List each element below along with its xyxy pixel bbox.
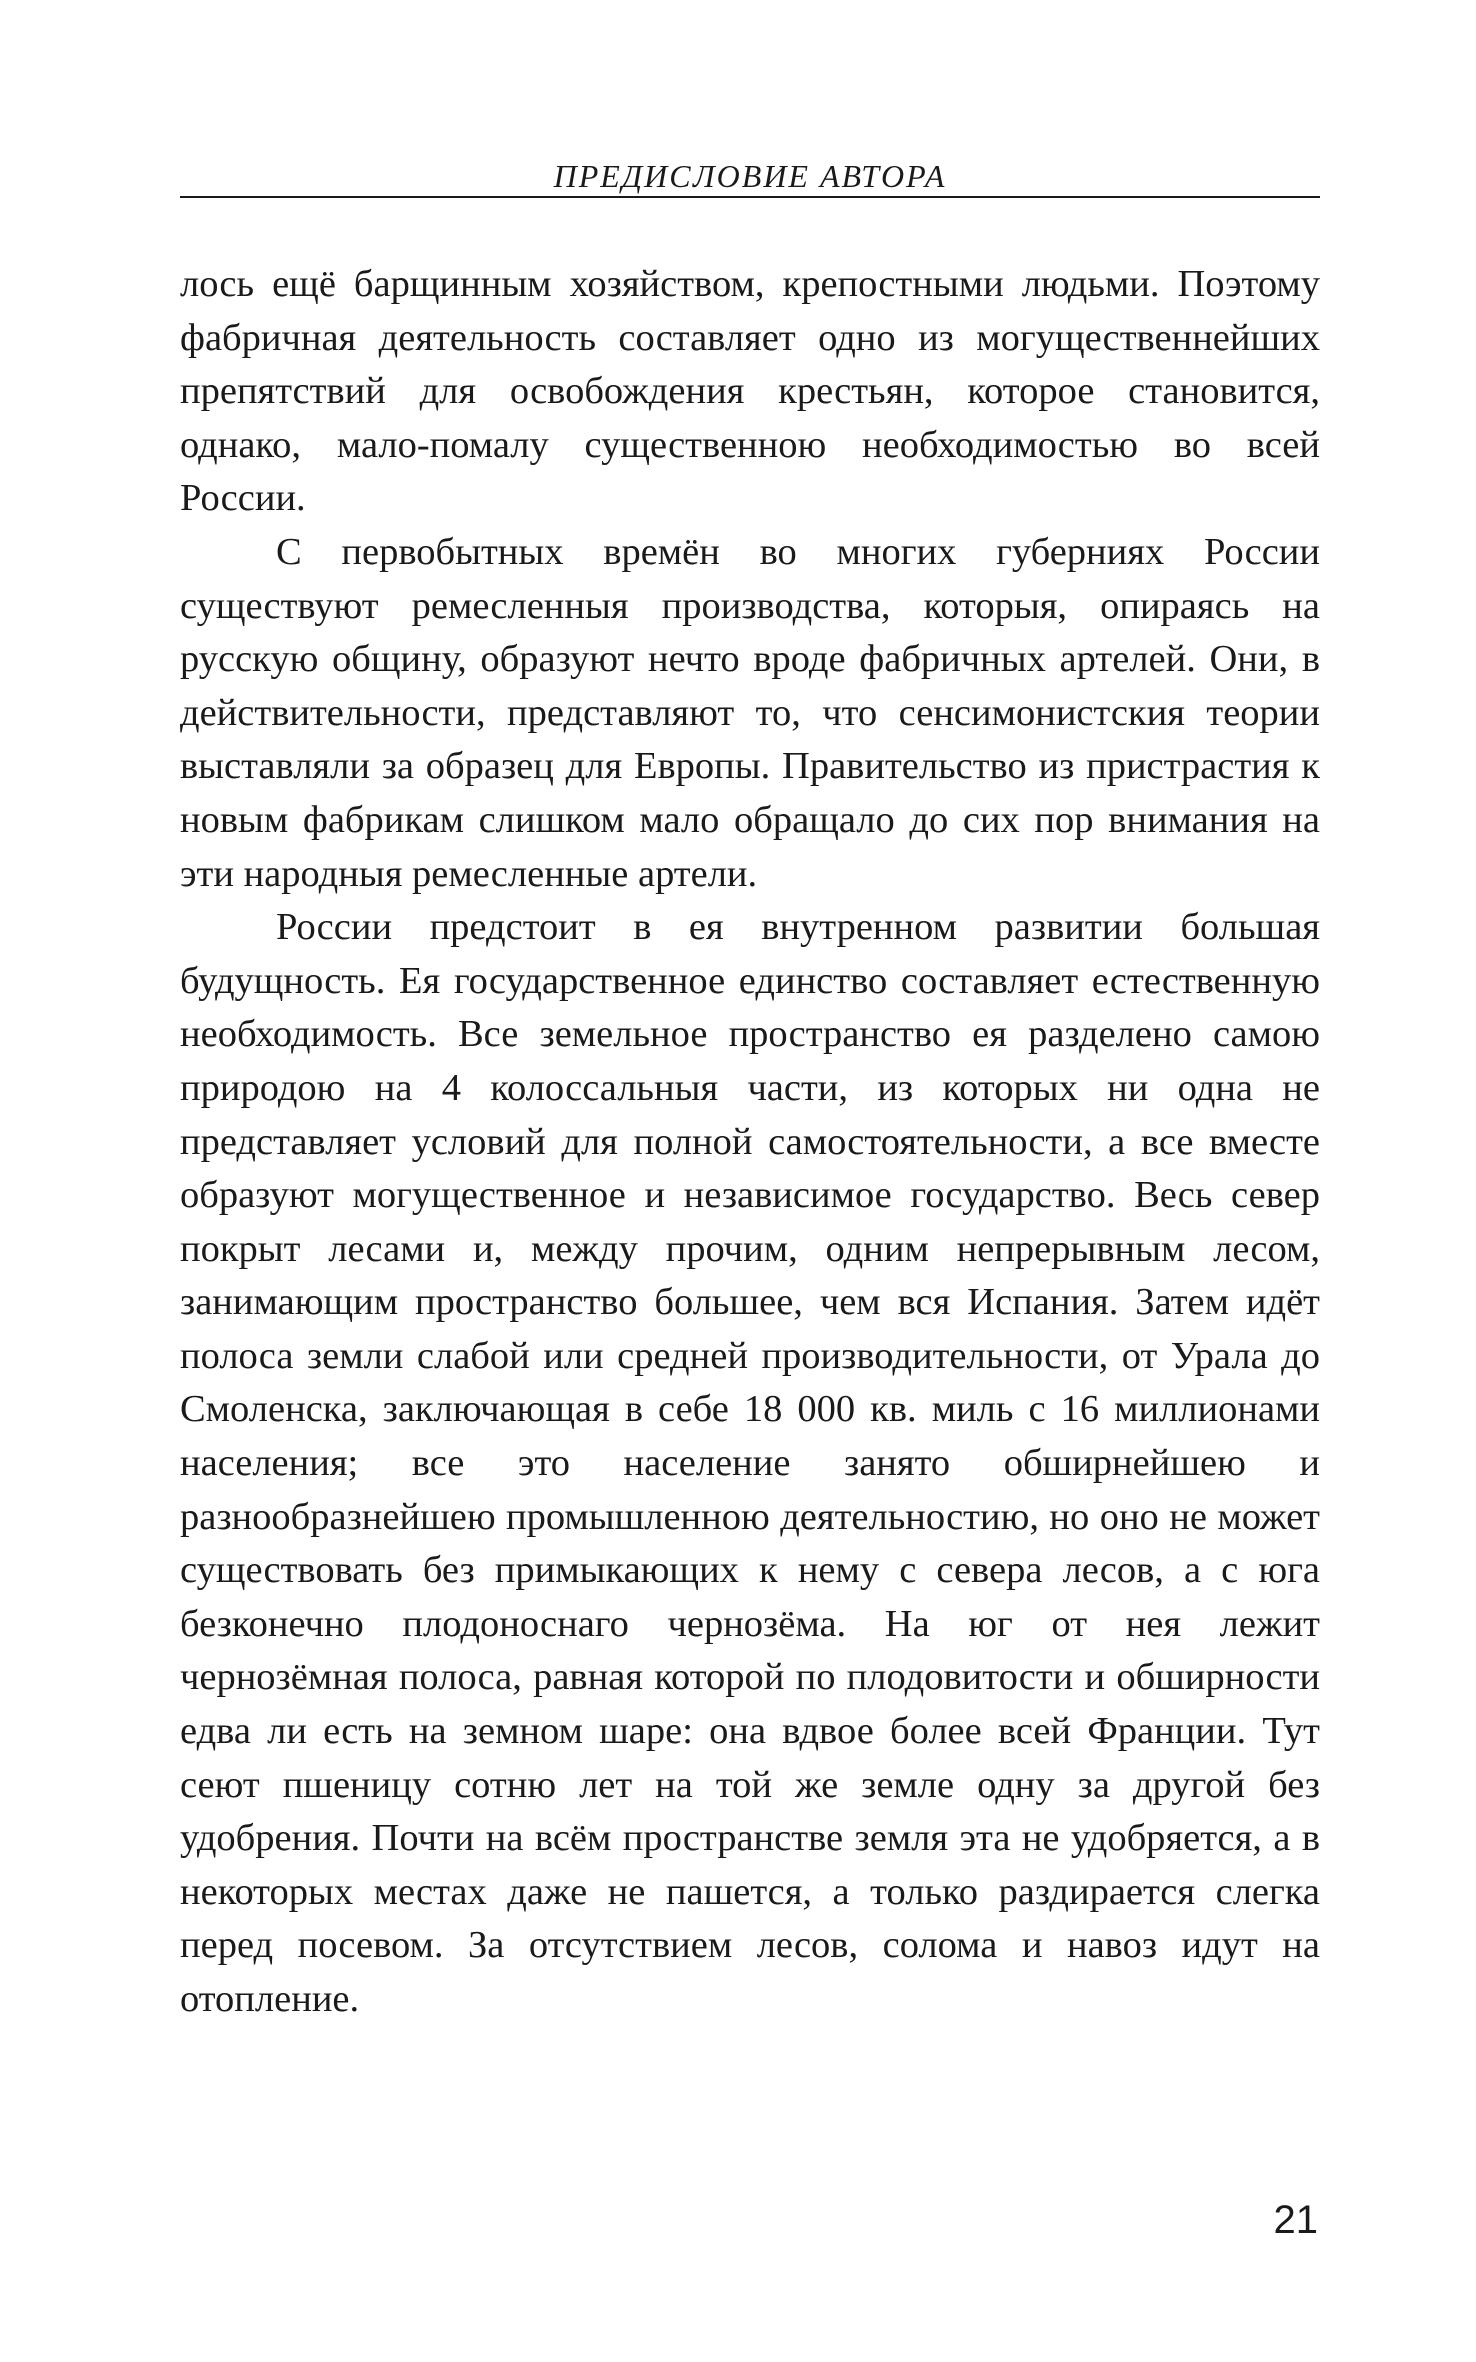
header-rule <box>180 196 1320 198</box>
paragraph-1: лось ещё барщинным хозяйством, крепостными людьми. Поэтому фабричная деятельность составляет одно из могущественнейших препятствий для освобождения крестьян, которое становится, однако, мало-помалу существенною необходимостью во всей России. <box>180 263 1320 520</box>
paragraph-2: С первобытных времён во многих губерниях России существуют ремесленныя производства, которыя, опираясь на русскую общину, образуют нечто вроде фабричных артелей. Они, в действительности, представляют то, что сенсимонистския теории выставляли за образец для Европы. Правительство из пристрастия к новым фабрикам слишком мало обращало до сих пор внимания на эти народныя ремесленные артели. <box>180 530 1320 895</box>
paragraph-3: России предстоит в ея внутренном развитии большая будущность. Ея государственное единство составляет естественную необходимость. Все земельное пространство ея разделено самою природою на 4 колоссальныя части, из которых ни одна не представляет условий для полной самостоятельности, а все вместе образуют могущественное и независимое государство. Весь север покрыт лесами и, между прочим, одним непрерывным лесом, занимающим пространство большее, чем вся Испания. Затем идёт полоса земли слабой или средней производительности, от Урала до Смоленска, заключающая в себе 18 000 кв. миль с 16 миллионами населения; все это население занято обширнейшею и разнообразнейшею промышленною деятельностию, но оно не может существовать без примыкающих к нему с севера лесов, а с юга безконечно плодоноснаго чернозёма. На юг от нея лежит чернозёмная полоса, равная которой по плодовитости и обширности едва ли есть на земном шаре: она вдвое более всей Франции. Тут сеют пшеницу сотню лет на той же земле одну за другой без удобрения. Почти на всём пространстве земля эта не удобряется, а в некоторых местах даже не пашется, а только раздирается слегка перед посевом. За отсутствием лесов, солома и навоз идут на отопление. <box>180 906 1320 2020</box>
body-text <box>180 258 1320 2027</box>
running-header: ПРЕДИСЛОВИЕ АВТОРА <box>553 158 947 194</box>
page-number: 21 <box>1273 2198 1318 2242</box>
